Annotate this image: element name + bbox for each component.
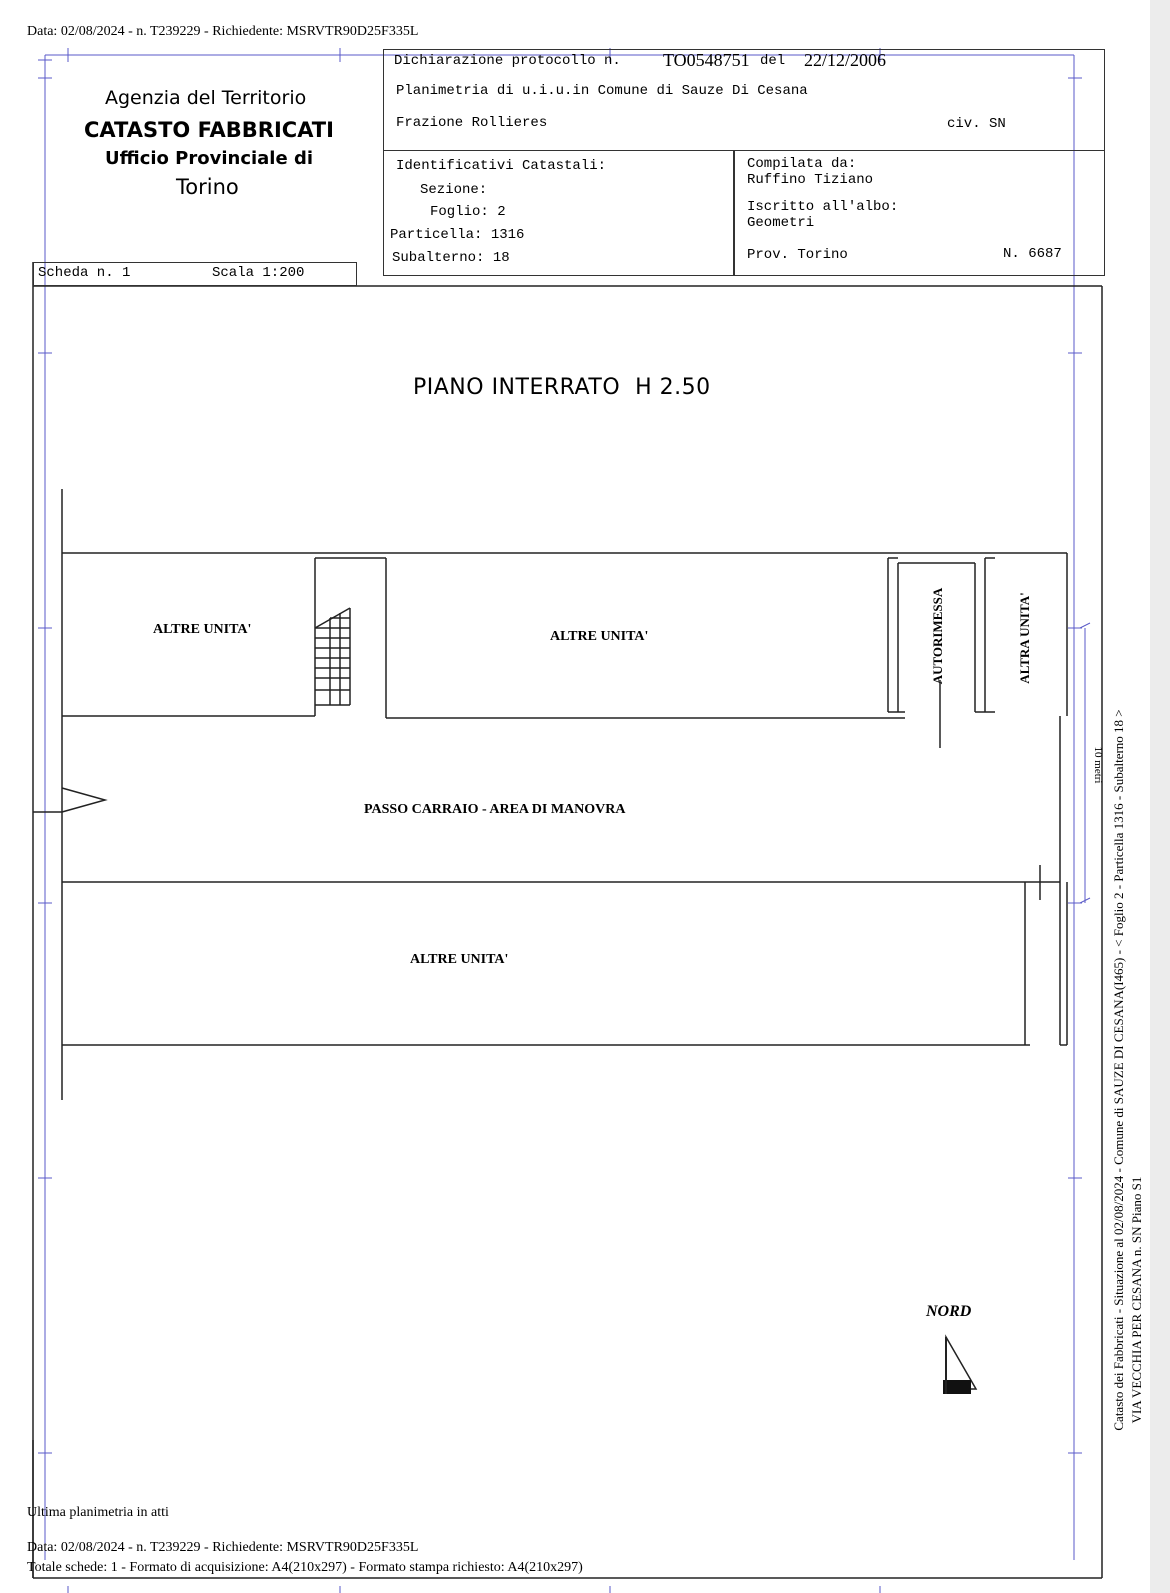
footer-data: Data: 02/08/2024 - n. T239229 - Richiedente: MSRVTR90D25F335L: [27, 1540, 419, 1555]
albo-label: Iscritto all'albo:: [747, 199, 899, 215]
scale-bar-label: 10 metri: [1092, 746, 1104, 784]
north-label: NORD: [926, 1303, 972, 1320]
altra-unita-label: ALTRA UNITA': [1017, 592, 1032, 684]
ufficio-label: Ufficio Provinciale di: [105, 148, 314, 169]
autorimessa-label: AUTORIMESSA: [930, 587, 945, 685]
agency-name: Agenzia del Territorio: [105, 87, 307, 109]
declaration-date: 22/12/2006: [804, 50, 887, 70]
declaration-label: Dichiarazione protocollo n.: [394, 53, 621, 69]
north-arrow-icon: [943, 1337, 976, 1394]
sezione: Sezione:: [420, 182, 488, 198]
passo-carraio-label: PASSO CARRAIO - AREA DI MANOVRA: [364, 802, 626, 817]
page-edge: [1150, 0, 1170, 1593]
sheet-border: [33, 262, 1102, 1578]
side-cadastral-info: Catasto dei Fabbricati - Situazione al 02/08/2024 - Comune di SAUZE DI CESANA(I465) - < Foglio 2 - Particella 1316 - Subalterno 18 >: [1111, 709, 1126, 1431]
room-bottom-label: ALTRE UNITA': [410, 952, 509, 967]
catasto-title: CATASTO FABBRICATI: [84, 118, 334, 142]
compiler-name: Ruffino Tiziano: [747, 172, 874, 188]
subalterno: Subalterno: 18: [392, 250, 510, 266]
footer-ultima: Ultima planimetria in atti: [27, 1505, 169, 1520]
albo-number: N. 6687: [1003, 246, 1062, 262]
albo-value: Geometri: [747, 215, 815, 231]
declaration-del: del: [760, 53, 786, 69]
room-center-label: ALTRE UNITA': [550, 629, 649, 644]
header-request-info: Data: 02/08/2024 - n. T239229 - Richiedente: MSRVTR90D25F335L: [27, 24, 419, 39]
foglio: Foglio: 2: [430, 204, 506, 220]
footer-totale: Totale schede: 1 - Formato di acquisizione: A4(210x297) - Formato stampa richiesto: A4(210x297): [27, 1560, 583, 1575]
particella: Particella: 1316: [390, 227, 525, 243]
frazione-line: Frazione Rollieres: [396, 115, 548, 131]
compilata-label: Compilata da:: [747, 156, 857, 172]
prov-label: Prov. Torino: [747, 247, 848, 263]
planimetria-line: Planimetria di u.i.u.in Comune di Sauze Di Cesana: [396, 83, 808, 99]
scheda-number: Scheda n. 1: [38, 265, 131, 281]
identifiers-divider: [733, 150, 735, 276]
room-left-label: ALTRE UNITA': [153, 622, 252, 637]
side-address: VIA VECCHIA PER CESANA n. SN Piano S1: [1129, 1176, 1144, 1424]
identifiers-title: Identificativi Catastali:: [396, 158, 607, 174]
ufficio-city: Torino: [176, 175, 239, 199]
scala: Scala 1:200: [212, 265, 305, 281]
declaration-number: TO0548751: [663, 50, 750, 70]
plan-title: PIANO INTERRATO H 2.50: [413, 375, 711, 400]
walls: [33, 489, 1067, 1578]
civ-number: civ. SN: [947, 116, 1006, 132]
